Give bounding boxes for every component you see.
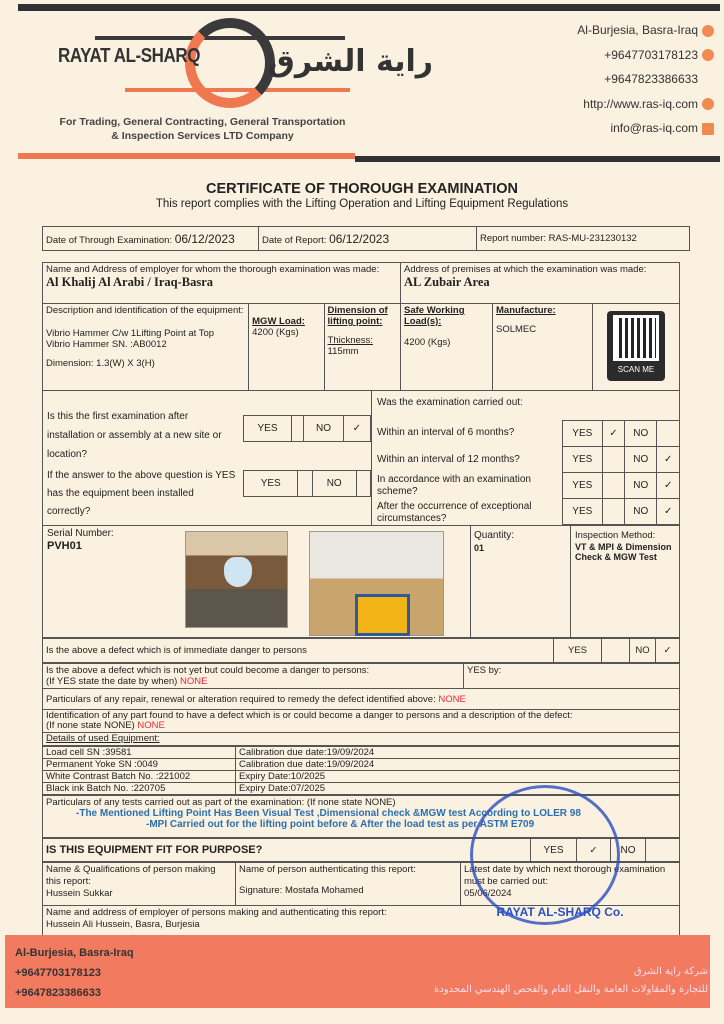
no-label: NO	[625, 421, 657, 447]
question-text: Identification of any part found to have a defect which is or could become a danger to persons and a description of the defect:	[46, 710, 573, 721]
used-equipment-row	[43, 747, 680, 759]
label: Safe Working Load(s):	[404, 305, 465, 327]
no-box[interactable]	[356, 471, 370, 497]
photo-detail	[355, 594, 410, 636]
label: Description and identification of the equipment:	[46, 305, 244, 316]
none-value: NONE	[179, 676, 208, 687]
yes-box-checked[interactable]: ✓	[577, 839, 611, 862]
none-value: NONE	[137, 720, 165, 731]
tagline-line: & Inspection Services LTD Company	[111, 130, 294, 142]
serial-section	[42, 526, 680, 638]
equipment-date: Calibration due date:19/09/2024	[236, 759, 680, 771]
report-number: RAS-MU-231230132	[548, 233, 637, 244]
question-exceptional: After the occurrence of exceptional circumstances?	[377, 501, 532, 524]
question-text: Particulars of any repair, renewal or alteration required to remedy the defect identified above:	[46, 693, 436, 705]
contact-list	[577, 18, 714, 141]
yes-by-label: YES by:	[467, 665, 502, 676]
email-icon	[702, 123, 714, 135]
quantity-label: Quantity:	[474, 530, 515, 541]
tagline	[40, 115, 365, 143]
yes-label: YES	[563, 447, 603, 473]
swl-value: 4200 (Kgs)	[404, 337, 451, 348]
yes-label: YES	[554, 639, 602, 663]
yes-box[interactable]	[292, 416, 304, 442]
company-stamp	[470, 785, 620, 925]
email-link[interactable]: info@ras-iq.com	[610, 121, 698, 135]
premises-name: AL Zubair Area	[404, 275, 490, 289]
answer-first-exam	[243, 415, 371, 442]
equipment-item: White Contrast Batch No. :221002	[43, 771, 236, 783]
repair-row	[43, 689, 680, 710]
contact-phone	[577, 43, 714, 68]
manufacture-cell	[493, 304, 593, 391]
label: Name & Qualifications of person making this report:	[46, 864, 216, 887]
scan-me-label: SCAN ME	[617, 365, 655, 374]
company-name: RAYAT AL-SHARQ	[58, 45, 201, 67]
label: Date of Through Examination:	[46, 234, 173, 246]
no-box-checked[interactable]: ✓	[343, 416, 370, 442]
label: Dimension of lifting point:	[327, 305, 388, 327]
header-dark-bar	[355, 156, 720, 162]
qr-code-icon	[613, 315, 659, 361]
label: Manufacture:	[496, 305, 556, 316]
yes-label: YES	[563, 473, 603, 499]
report-date: 06/12/2023	[329, 231, 390, 246]
contact-phone-2	[577, 67, 698, 92]
description-cell	[43, 304, 249, 391]
equipment-date: Calibration due date:19/09/2024	[236, 747, 680, 759]
lifting-point-cell	[324, 304, 400, 391]
yes-box[interactable]	[602, 447, 625, 473]
no-label: NO	[312, 471, 356, 497]
label: Name and Address of employer for whom the thorough examination was made:	[46, 264, 380, 275]
answer-interval-grid	[562, 420, 680, 525]
no-box-checked[interactable]: ✓	[657, 499, 680, 525]
footer-arabic	[434, 963, 708, 999]
label: Report number:	[480, 233, 547, 244]
mgw-load: 4200 (Kgs)	[252, 327, 299, 338]
location-pin-icon	[702, 25, 714, 37]
no-box[interactable]	[646, 839, 680, 862]
exam-date-cell	[43, 227, 259, 251]
equipment-date: Expiry Date:10/2025	[236, 771, 680, 783]
label: MGW Load:	[252, 316, 305, 327]
desc-line: Vibrio Hammer C/w 1Lifting Point at Top	[46, 328, 215, 339]
report-date-cell	[259, 227, 477, 251]
label: Name and address of employer of persons making and authenticating this report:	[46, 907, 387, 918]
header-top-bar	[18, 4, 720, 11]
question-first-exam: Is this the first examination after installation or assembly at a new site or location?	[47, 411, 222, 460]
page-subtitle: This report complies with the Lifting Operation and Lifting Equipment Regulations	[155, 198, 569, 210]
footer-address: Al-Burjesia, Basra-Iraq	[15, 947, 134, 959]
no-label: NO	[304, 416, 343, 442]
used-equipment-header	[43, 733, 680, 746]
potential-danger-question	[43, 664, 464, 689]
label: Name of person authenticating this report:	[239, 864, 416, 875]
company-name-arabic: راية الشرق	[268, 44, 434, 79]
qr-code[interactable]	[607, 311, 665, 381]
lifting-point-photo	[185, 531, 288, 628]
label: Thickness:	[327, 335, 373, 346]
divider	[470, 526, 471, 637]
manufacturer: SOLMEC	[496, 324, 537, 335]
no-box-checked[interactable]: ✓	[657, 447, 680, 473]
yes-label: YES	[244, 471, 298, 497]
tagline-line: For Trading, General Contracting, General Transportation	[59, 116, 346, 128]
contact-text: +9647823386633	[604, 72, 698, 86]
inspection-photo	[309, 531, 444, 636]
footer-arabic-line: للتجارة والمقاولات العامة والنقل العام والفحص الهندسي المحدودة	[434, 984, 708, 995]
equipment-item: Permanent Yoke SN :0049	[43, 759, 236, 771]
question-6-months: Within an interval of 6 months?	[377, 427, 515, 438]
question-text: (If YES state the date by when)	[46, 676, 178, 687]
page-title: CERTIFICATE OF THOROUGH EXAMINATION	[205, 181, 518, 197]
header-accent-bar	[18, 153, 355, 159]
report-maker-cell	[43, 863, 236, 906]
report-info	[42, 226, 690, 251]
answer-installed	[243, 470, 371, 497]
question-scheme: In accordance with an examination scheme?	[377, 474, 531, 497]
carried-out-label: Was the examination carried out:	[377, 397, 523, 408]
report-number-cell	[477, 227, 690, 251]
stamp-text: RAYAT AL-SHARQ Co.	[496, 905, 624, 919]
yes-box[interactable]	[602, 499, 625, 525]
no-box[interactable]	[657, 421, 680, 447]
serial-label: Serial Number:	[47, 528, 114, 539]
website-link[interactable]: http://www.ras-iq.com	[583, 96, 698, 111]
serial-number: PVH01	[47, 540, 82, 552]
yes-box[interactable]	[298, 471, 312, 497]
employer-cell	[43, 263, 401, 304]
maker-name: Hussein Sukkar	[46, 888, 113, 899]
contact-address	[577, 18, 714, 43]
question-text: Is the above a defect which is not yet but could become a danger to persons:	[46, 665, 370, 676]
swl-cell	[401, 304, 493, 391]
yes-label: YES	[244, 416, 292, 442]
identification-row	[43, 710, 680, 733]
footer-contacts	[15, 943, 134, 1003]
label: Latest date by which next thorough examination must be carried out:	[464, 864, 666, 887]
test-line: -MPI Carried out for the lifting point before & After the load test as per ASTM E709	[146, 819, 535, 830]
yes-box[interactable]	[602, 639, 630, 663]
yes-box-checked[interactable]: ✓	[602, 421, 625, 447]
mgw-cell	[249, 304, 324, 391]
employer-name: Al Khalij Al Arabi / Iraq-Basra	[46, 275, 214, 289]
test-line: -The Mentioned Lifting Point Has Been Visual Test ,Dimensional check &MGW test According to LOLER 98	[76, 808, 581, 819]
globe-icon	[702, 98, 714, 110]
method-label: Inspection Method:	[575, 530, 656, 541]
footer	[5, 935, 710, 1008]
no-label: NO	[625, 447, 657, 473]
inspection-method: VT & MPI & Dimension Check & MGW Test	[575, 542, 672, 562]
authenticator-cell	[236, 863, 461, 906]
divider	[570, 526, 571, 637]
yes-by-cell	[464, 664, 680, 689]
divider	[371, 391, 372, 525]
phone-icon	[702, 49, 714, 61]
yes-label: YES	[563, 499, 603, 525]
next-exam-date: 05/06/2024	[464, 888, 512, 899]
question-text: Is the above a defect which is of immediate danger to persons	[46, 645, 307, 656]
question-text: (If none state NONE)	[46, 720, 135, 731]
footer-phone: +9647823386633	[15, 987, 101, 999]
used-equipment-row	[43, 771, 680, 783]
immediate-danger-question	[43, 639, 554, 663]
equipment-date: Expiry Date:07/2025	[236, 783, 680, 795]
exam-date: 06/12/2023	[174, 231, 235, 246]
no-box-checked[interactable]: ✓	[657, 473, 680, 499]
yes-label: YES	[563, 421, 603, 447]
equipment-item: Black ink Batch No. :220705	[43, 783, 236, 795]
photo-detail	[224, 557, 252, 587]
qr-cell[interactable]	[593, 304, 680, 391]
questions-section	[42, 391, 680, 526]
yes-box[interactable]	[602, 473, 625, 499]
contact-email[interactable]	[577, 116, 714, 141]
section-label: Details of used Equipment:	[46, 733, 160, 744]
no-label: NO	[611, 839, 646, 862]
no-label: NO	[630, 639, 656, 663]
contact-text: Al-Burjesia, Basra-Iraq	[577, 23, 698, 37]
thickness: 115mm	[327, 346, 359, 357]
desc-line: Vibrio Hammer SN. :AB0012	[46, 339, 167, 350]
equipment-item: Load cell SN :39581	[43, 747, 236, 759]
no-label: NO	[625, 473, 657, 499]
section-label: Particulars of any tests carried out as part of the examination: (If none state NONE)	[46, 797, 396, 808]
no-label: NO	[625, 499, 657, 525]
used-equipment-row	[43, 759, 680, 771]
yes-label: YES	[531, 839, 577, 862]
none-value: NONE	[438, 693, 466, 705]
fit-for-purpose-question: IS THIS EQUIPMENT FIT FOR PURPOSE?	[43, 839, 531, 862]
premises-cell	[401, 263, 680, 304]
footer-arabic-line: شركة راية الشرق	[633, 966, 708, 977]
signature: Signature: Mostafa Mohamed	[239, 885, 364, 896]
question-installed: If the answer to the above question is YES has the equipment been installed correctly?	[47, 470, 236, 517]
no-box-checked[interactable]: ✓	[656, 639, 680, 663]
dimension: Dimension: 1.3(W) X 3(H)	[46, 358, 155, 369]
label: Address of premises at which the examination was made:	[404, 264, 647, 275]
contact-text: +9647703178123	[604, 47, 698, 62]
label: Date of Report:	[262, 234, 327, 246]
employer-of-persons: Hussein Ali Hussein, Basra, Burjesia	[46, 919, 200, 930]
quantity: 01	[474, 543, 485, 553]
contact-website[interactable]	[577, 92, 714, 117]
used-equipment-row	[43, 783, 680, 795]
question-12-months: Within an interval of 12 months?	[377, 454, 520, 465]
footer-phone: +9647703178123	[15, 967, 101, 979]
